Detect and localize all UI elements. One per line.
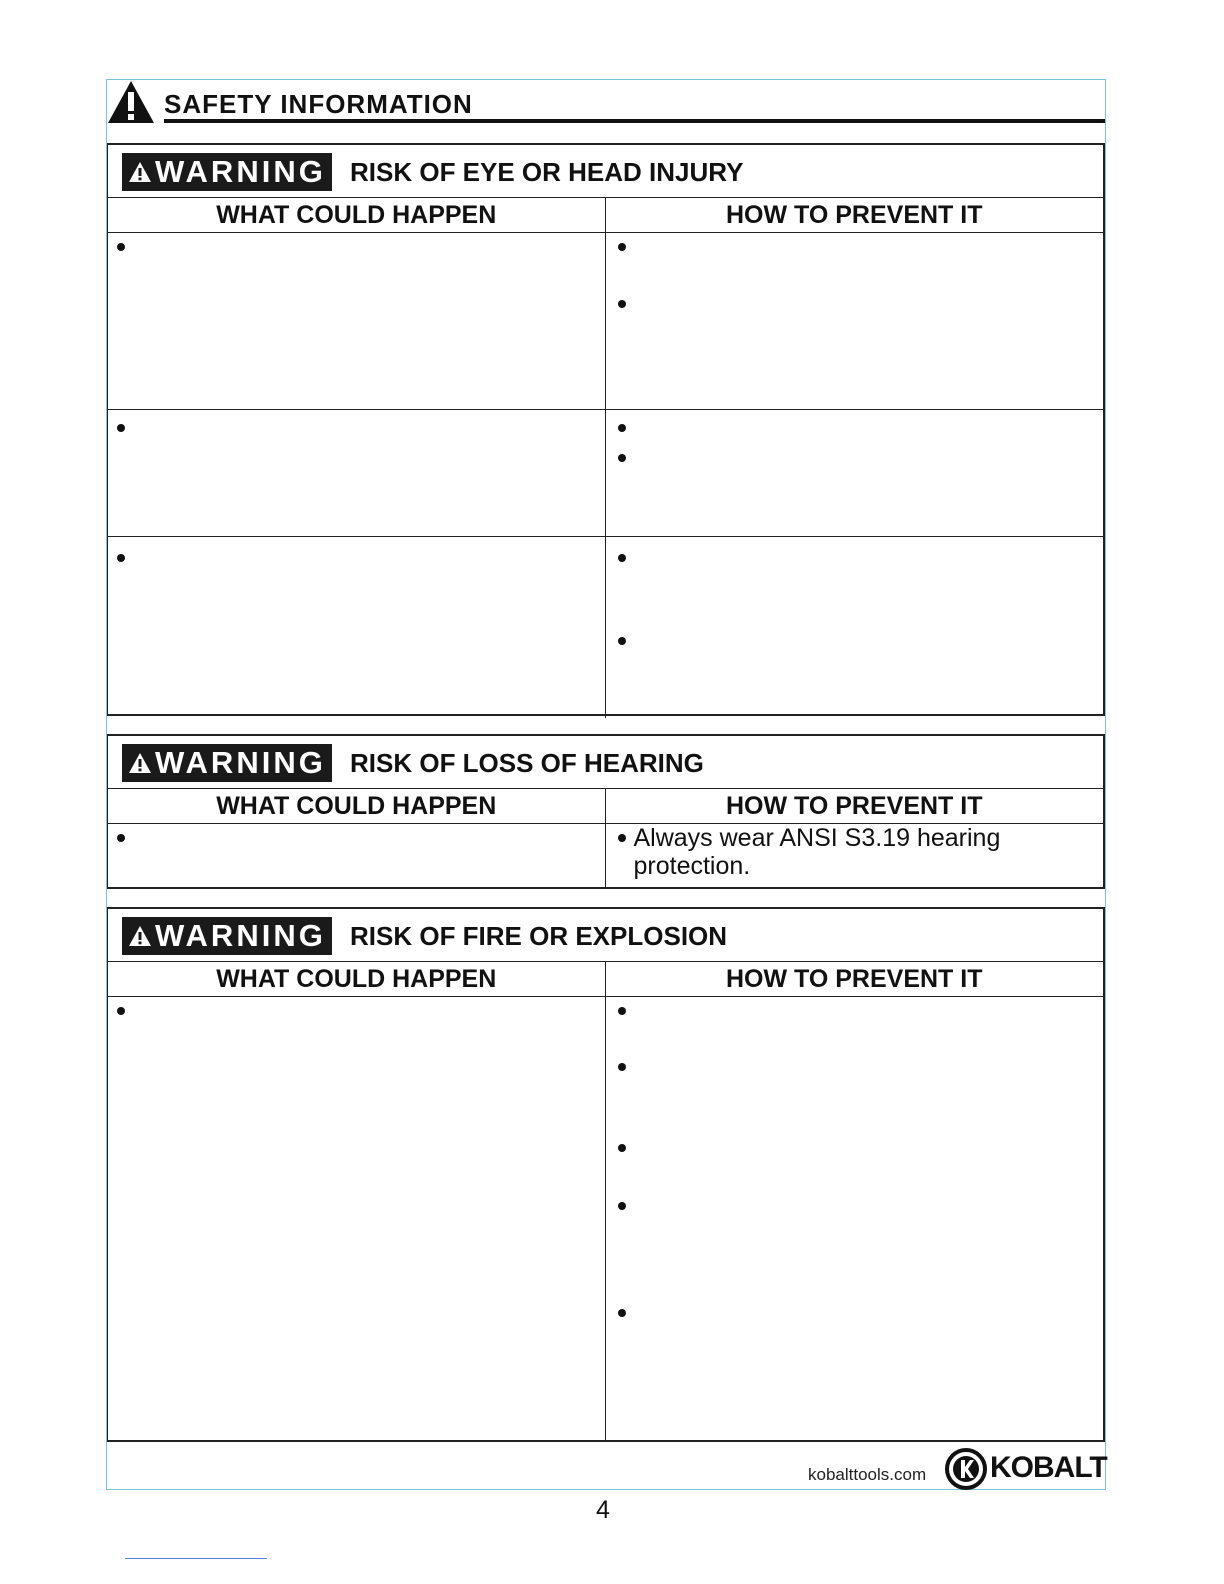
- section-eye-head-injury: [107, 143, 1105, 716]
- section-loss-of-hearing: [107, 734, 1105, 889]
- divider: [125, 1558, 267, 1559]
- column-header: [108, 198, 1103, 233]
- brand-name: KOBALT: [990, 1451, 1107, 1484]
- bullet: [618, 554, 626, 562]
- table-row: [108, 537, 1103, 718]
- column-what-could-happen: WHAT COULD HAPPEN: [108, 789, 606, 823]
- warning-row: [108, 145, 1103, 198]
- warning-badge: [122, 744, 332, 782]
- bullet: [618, 243, 626, 251]
- column-how-to-prevent: HOW TO PREVENT IT: [726, 965, 983, 993]
- safety-header: [107, 80, 1105, 126]
- warning-badge: [122, 153, 332, 191]
- warning-row: [108, 736, 1103, 789]
- table-row: [108, 997, 1103, 1442]
- bullet: [618, 1309, 626, 1317]
- bullet: [618, 1063, 626, 1071]
- table-row: [108, 410, 1103, 537]
- column-what-could-happen: WHAT COULD HAPPEN: [108, 962, 606, 996]
- safety-title: SAFETY INFORMATION: [164, 89, 473, 119]
- bullet: [618, 300, 626, 308]
- page-number: 4: [596, 1496, 610, 1524]
- section-title: RISK OF LOSS OF HEARING: [350, 748, 704, 778]
- bullet: [117, 834, 125, 842]
- section-fire-explosion: [107, 907, 1105, 1442]
- bullet: [117, 424, 125, 432]
- prevent-text: Always wear ANSI S3.19 hearing protection.: [633, 824, 1001, 880]
- safety-rule: [164, 119, 1105, 123]
- warning-triangle-icon: [128, 752, 152, 774]
- warning-badge: [122, 917, 332, 955]
- warning-row: [108, 909, 1103, 962]
- bullet: [618, 637, 626, 645]
- warning-label: WARNING: [155, 745, 326, 780]
- warning-triangle-icon: [107, 80, 155, 124]
- warning-label: WARNING: [155, 918, 326, 953]
- column-how-to-prevent: HOW TO PREVENT IT: [726, 201, 983, 229]
- bullet: [117, 1007, 125, 1015]
- warning-label: WARNING: [155, 154, 326, 189]
- bullet: [117, 554, 125, 562]
- bullet: [618, 424, 626, 432]
- bullet: [618, 834, 626, 842]
- section-title: RISK OF EYE OR HEAD INJURY: [350, 157, 744, 187]
- bullet: [618, 1202, 626, 1210]
- column-how-to-prevent: HOW TO PREVENT IT: [726, 792, 983, 820]
- bullet: [618, 1007, 626, 1015]
- table-row: [108, 824, 1103, 889]
- bullet: [618, 1144, 626, 1152]
- bullet: [618, 454, 626, 462]
- column-what-could-happen: WHAT COULD HAPPEN: [108, 198, 606, 232]
- column-header: [108, 789, 1103, 824]
- bullet: [117, 243, 125, 251]
- section-title: RISK OF FIRE OR EXPLOSION: [350, 921, 728, 951]
- column-header: [108, 962, 1103, 997]
- footer-url: kobalttools.com: [808, 1465, 927, 1484]
- warning-triangle-icon: [128, 161, 152, 183]
- table-row: [108, 233, 1103, 410]
- warning-triangle-icon: [128, 925, 152, 947]
